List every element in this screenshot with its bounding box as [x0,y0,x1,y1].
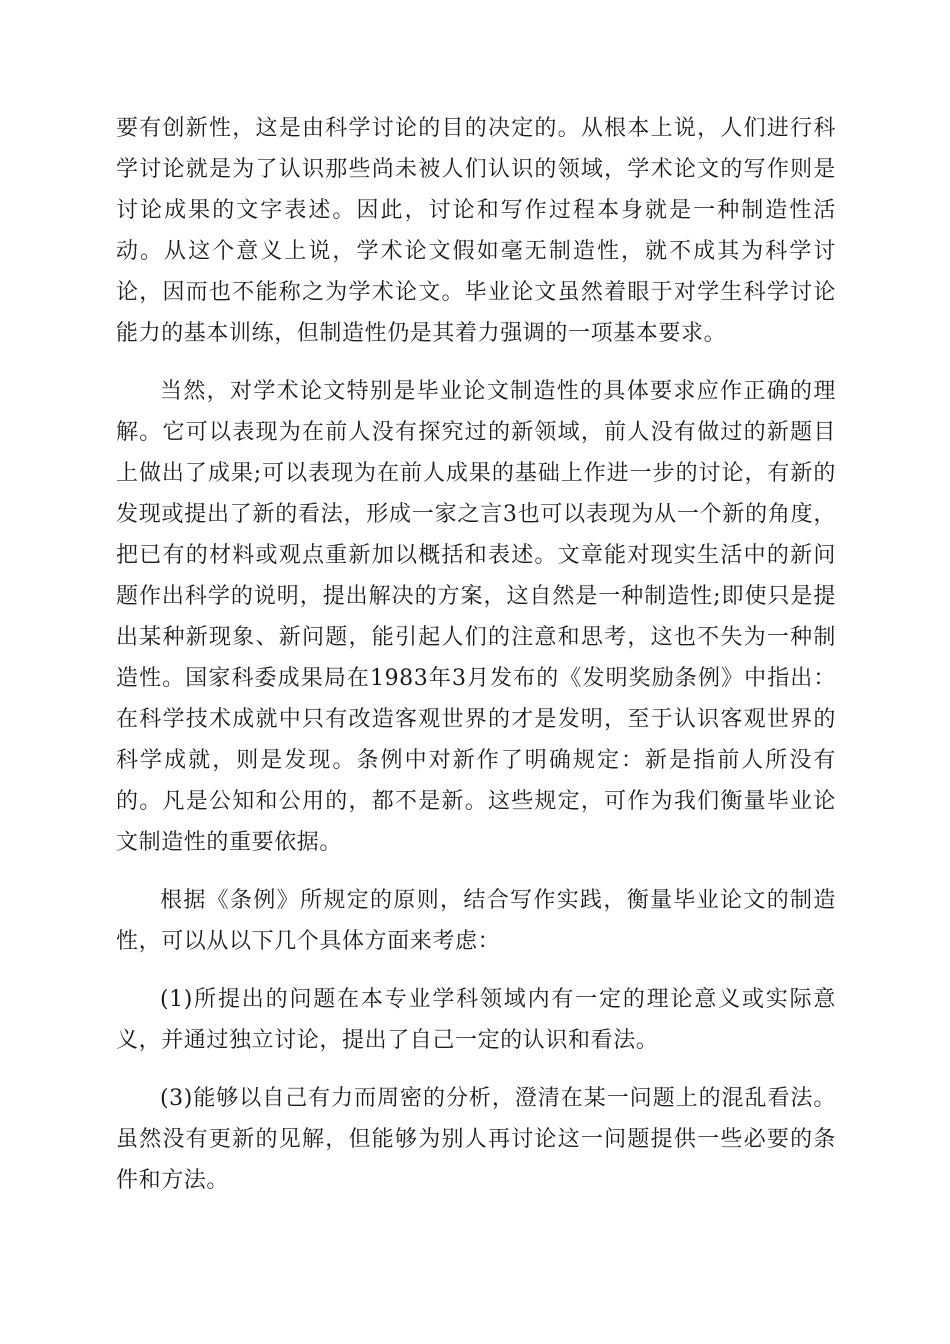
document-body [116,108,836,1218]
paragraph-4: (1)所提出的问题在本专业学科领域内有一定的理论意义或实际意义，并通过独立讨论，提出了自己一定的认识和看法。 [116,987,836,1053]
paragraph-5: (3)能够以自己有力而周密的分析，澄清在某一问题上的混乱看法。虽然没有更新的见解，但能够为别人再讨论这一问题提供一些必要的条件和方法。 [116,1086,836,1193]
paragraph-1: 要有创新性，这是由科学讨论的目的决定的。从根本上说，人们进行科学讨论就是为了认识那些尚未被人们认识的领域，学术论文的写作则是讨论成果的文字表述。因此，讨论和写作过程本身就是一种制造性活动。从这个意义上说，学术论文假如毫无制造性，就不成其为科学讨论，因而也不能称之为学术论文。毕业论文虽然着眼于对学生科学讨论能力的基本训练，但制造性仍是其着力强调的一项基本要求。 [116,116,836,346]
paragraph-2: 当然，对学术论文特别是毕业论文制造性的具体要求应作正确的理解。它可以表现为在前人没有探究过的新领域，前人没有做过的新题目上做出了成果;可以表现为在前人成果的基础上作进一步的讨论，有新的发现或提出了新的看法，形成一家之言3也可以表现为从一个新的角度，把已有的材料或观点重新加以概括和表述。文章能对现实生活中的新问题作出科学的说明，提出解决的方案，这自然是一种制造性;即使只是提出某种新现象、新问题，能引起人们的注意和思考，这也不失为一种制造性。国家科委成果局在1983年3月发布的《发明奖励条例》中指出：在科学技术成就中只有改造客观世界的才是发明，至于认识客观世界的科学成就，则是发现。条例中对新作了明确规定：新是指前人所没有的。凡是公知和公用的，都不是新。这些规定，可作为我们衡量毕业论文制造性的重要依据。 [116,379,836,855]
paragraph-3: 根据《条例》所规定的原则，结合写作实践，衡量毕业论文的制造性，可以从以下几个具体方面来考虑： [116,888,836,954]
